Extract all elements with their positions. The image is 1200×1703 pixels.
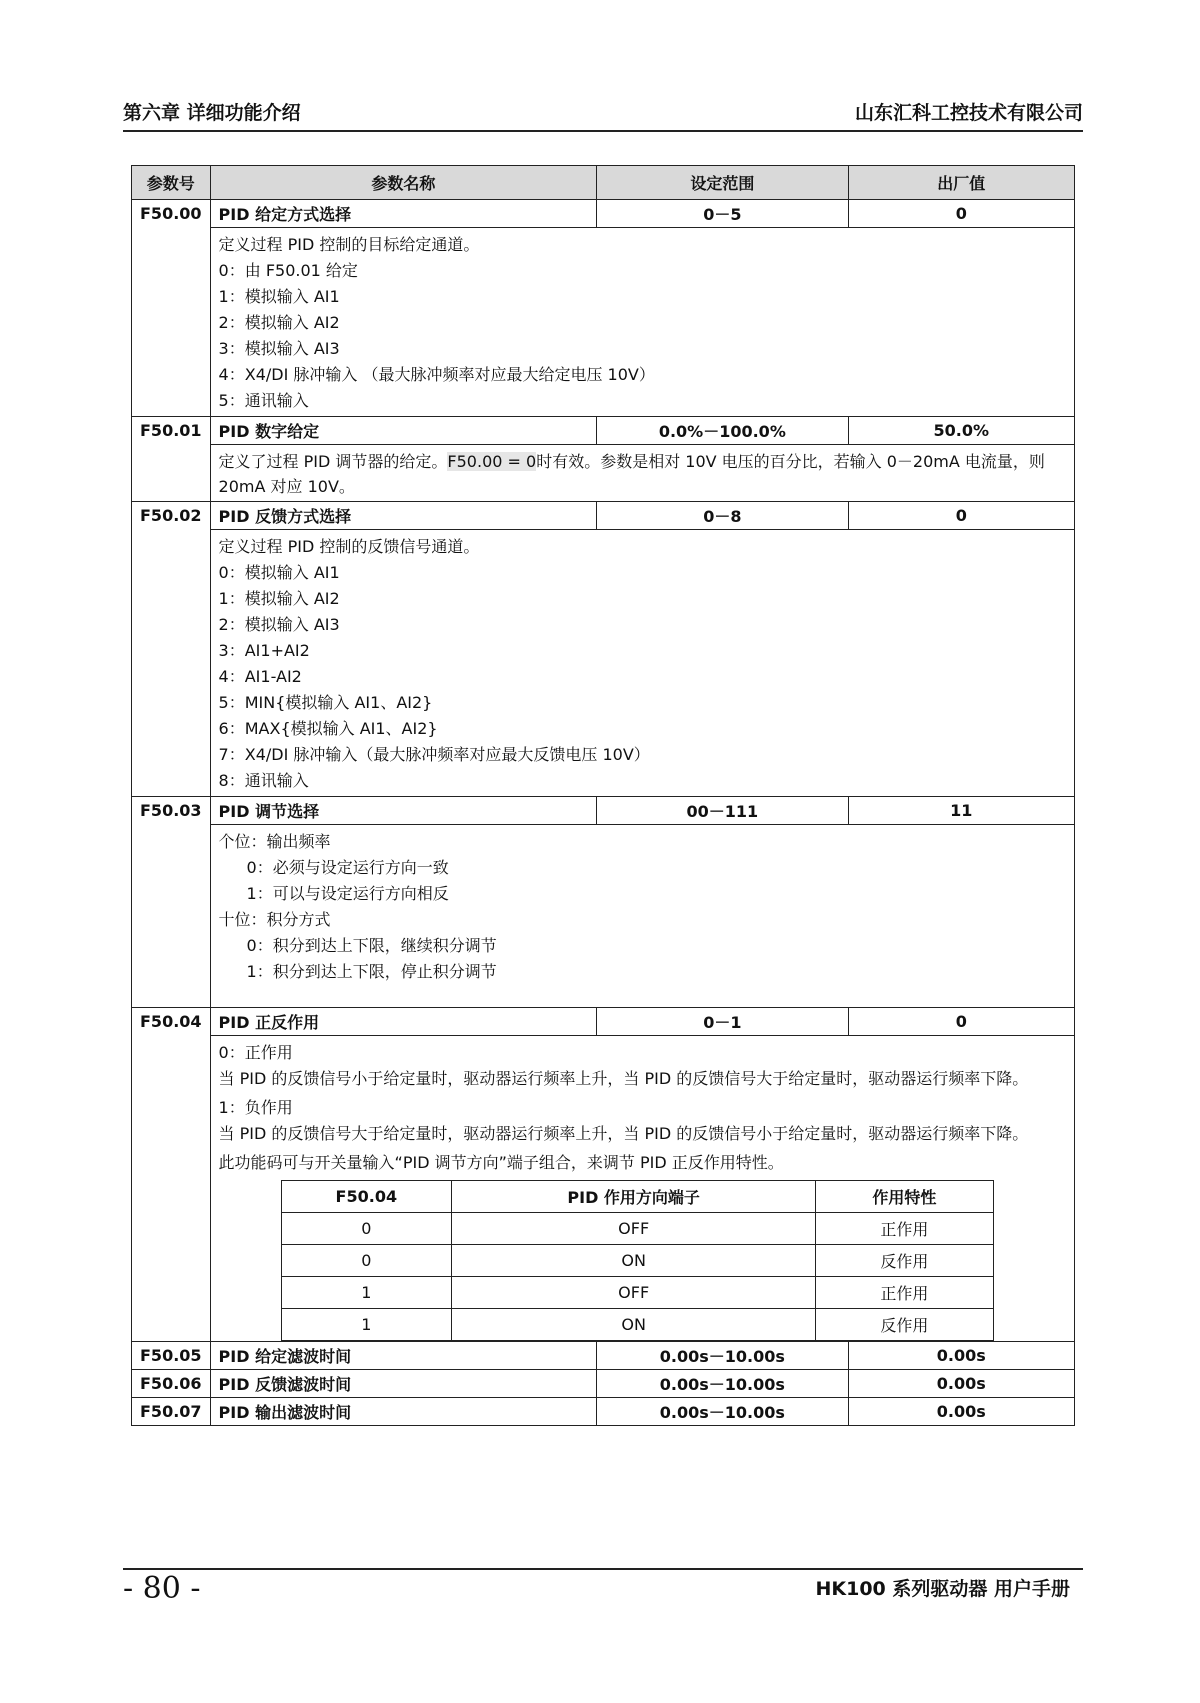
param-desc-row: [132, 445, 1075, 502]
param-range: 0－5: [597, 200, 848, 228]
manual-title: HK100 系列驱动器 用户手册: [815, 1578, 1070, 1600]
param-name: PID 正反作用: [210, 1008, 597, 1036]
param-name: PID 调节选择: [210, 797, 597, 825]
inner-cell: OFF: [452, 1213, 816, 1245]
desc-line: 0：模拟输入 AI1: [218, 563, 340, 582]
footer-rule: [123, 1568, 1083, 1570]
inner-col-header: 作用特性: [816, 1181, 993, 1213]
desc-line: 4：AI1-AI2: [218, 667, 302, 686]
param-description: [210, 228, 1074, 417]
table-header-row: [132, 166, 1075, 200]
desc-line: 0：正作用: [218, 1043, 293, 1062]
col-header-default: 出厂值: [848, 166, 1074, 200]
param-default: 50.0%: [848, 417, 1074, 445]
param-range: 0－1: [597, 1008, 848, 1036]
param-desc-row: [132, 1036, 1075, 1342]
desc-line: 3：模拟输入 AI3: [218, 339, 340, 358]
param-desc-row: [132, 530, 1075, 797]
inner-cell: ON: [452, 1245, 816, 1277]
inner-row: [281, 1277, 993, 1309]
param-code: F50.04: [132, 1008, 211, 1342]
desc-line: 个位：输出频率: [218, 832, 331, 851]
desc-text: 时有效。参数是相对 10V 电压的百分比，若输入 0－20mA 电流量，则 20mA 对应 10V。: [218, 452, 1045, 496]
param-code: F50.02: [132, 502, 211, 797]
param-range: 0.00s－10.00s: [597, 1342, 848, 1370]
desc-line: 3：AI1+AI2: [218, 641, 310, 660]
chapter-title: 第六章 详细功能介绍: [123, 102, 301, 124]
desc-line: 定义过程 PID 控制的反馈信号通道。: [218, 537, 480, 556]
inner-cell: ON: [452, 1309, 816, 1341]
param-row: [132, 1342, 1075, 1370]
param-default: 0: [848, 1008, 1074, 1036]
param-name: PID 数字给定: [210, 417, 597, 445]
col-header-code: 参数号: [132, 166, 211, 200]
param-range: 0.0%－100.0%: [597, 417, 848, 445]
page-header: [123, 96, 1083, 132]
desc-line: 0：积分到达上下限，继续积分调节: [246, 936, 497, 955]
param-range: 0.00s－10.00s: [597, 1370, 848, 1398]
param-default: 0.00s: [848, 1342, 1074, 1370]
inner-col-header: PID 作用方向端子: [452, 1181, 816, 1213]
param-row: [132, 417, 1075, 445]
col-header-range: 设定范围: [597, 166, 848, 200]
desc-line: 此功能码可与开关量输入“PID 调节方向”端子组合，来调节 PID 正反作用特性。: [218, 1153, 784, 1172]
desc-line: 1：积分到达上下限，停止积分调节: [246, 962, 497, 981]
param-code: F50.01: [132, 417, 211, 502]
inner-header-row: [281, 1181, 993, 1213]
param-default: 0: [848, 200, 1074, 228]
param-name: PID 给定方式选择: [210, 200, 597, 228]
desc-line: 5：MIN{模拟输入 AI1、AI2}: [218, 693, 433, 712]
desc-line: 5：通讯输入: [218, 391, 309, 410]
desc-line: 2：模拟输入 AI3: [218, 615, 340, 634]
param-desc-row: [132, 228, 1075, 417]
param-code: F50.00: [132, 200, 211, 417]
desc-paragraph: 当 PID 的反馈信号大于给定量时，驱动器运行频率上升，当 PID 的反馈信号小于给定量时，驱动器运行频率下降。: [218, 1124, 1029, 1143]
desc-line: 1：可以与设定运行方向相反: [246, 884, 449, 903]
inner-cell: OFF: [452, 1277, 816, 1309]
param-description: [210, 445, 1074, 502]
desc-line: 1：负作用: [218, 1098, 293, 1117]
inner-cell: 1: [281, 1277, 452, 1309]
param-row: [132, 200, 1075, 228]
desc-line: 6：MAX{模拟输入 AI1、AI2}: [218, 719, 438, 738]
param-code: F50.03: [132, 797, 211, 1008]
param-description: [210, 530, 1074, 797]
company-name: 山东汇科工控技术有限公司: [854, 102, 1083, 124]
param-name: PID 给定滤波时间: [210, 1342, 597, 1370]
desc-paragraph: 当 PID 的反馈信号小于给定量时，驱动器运行频率上升，当 PID 的反馈信号大于给定量时，驱动器运行频率下降。: [218, 1069, 1029, 1088]
inner-col-header: F50.04: [281, 1181, 452, 1213]
inner-cell: 反作用: [816, 1245, 993, 1277]
desc-line: 定义过程 PID 控制的目标给定通道。: [218, 235, 480, 254]
param-range: 0－8: [597, 502, 848, 530]
inner-cell: 正作用: [816, 1213, 993, 1245]
desc-paragraph: [219, 449, 1066, 499]
desc-line: 0：必须与设定运行方向一致: [246, 858, 449, 877]
param-row: [132, 797, 1075, 825]
desc-line: 1：模拟输入 AI2: [218, 589, 340, 608]
param-range: 00－111: [597, 797, 848, 825]
param-description: [210, 825, 1074, 1008]
param-description: [210, 1036, 1074, 1342]
desc-line: 7：X4/DI 脉冲输入（最大脉冲频率对应最大反馈电压 10V）: [218, 745, 650, 764]
param-row: [132, 1370, 1075, 1398]
desc-line: 4：X4/DI 脉冲输入 （最大脉冲频率对应最大给定电压 10V）: [218, 365, 655, 384]
param-desc-row: [132, 825, 1075, 1008]
param-code: F50.06: [132, 1370, 211, 1398]
page-number: - 80 -: [123, 1571, 201, 1606]
param-code: F50.05: [132, 1342, 211, 1370]
param-default: 0.00s: [848, 1398, 1074, 1426]
desc-line: 0：由 F50.01 给定: [218, 261, 358, 280]
inner-cell: 正作用: [816, 1277, 993, 1309]
direction-mapping-table: [281, 1180, 994, 1341]
desc-line: 1：模拟输入 AI1: [218, 287, 340, 306]
inner-row: [281, 1213, 993, 1245]
param-name: PID 反馈方式选择: [210, 502, 597, 530]
inner-cell: 反作用: [816, 1309, 993, 1341]
param-row: [132, 1008, 1075, 1036]
inner-row: [281, 1245, 993, 1277]
param-default: 11: [848, 797, 1074, 825]
param-range: 0.00s－10.00s: [597, 1398, 848, 1426]
desc-line: 8：通讯输入: [218, 771, 309, 790]
param-code: F50.07: [132, 1398, 211, 1426]
param-name: PID 输出滤波时间: [210, 1398, 597, 1426]
desc-line: 十位：积分方式: [218, 910, 331, 929]
inner-row: [281, 1309, 993, 1341]
inner-cell: 0: [281, 1245, 452, 1277]
col-header-name: 参数名称: [210, 166, 597, 200]
highlighted-condition: F50.00 = 0: [447, 452, 537, 471]
param-name: PID 反馈滤波时间: [210, 1370, 597, 1398]
inner-cell: 1: [281, 1309, 452, 1341]
param-row: [132, 502, 1075, 530]
param-default: 0.00s: [848, 1370, 1074, 1398]
parameter-table: [131, 165, 1075, 1426]
desc-line: 2：模拟输入 AI2: [218, 313, 340, 332]
param-row: [132, 1398, 1075, 1426]
inner-cell: 0: [281, 1213, 452, 1245]
param-default: 0: [848, 502, 1074, 530]
desc-text: 定义了过程 PID 调节器的给定。: [218, 452, 448, 471]
